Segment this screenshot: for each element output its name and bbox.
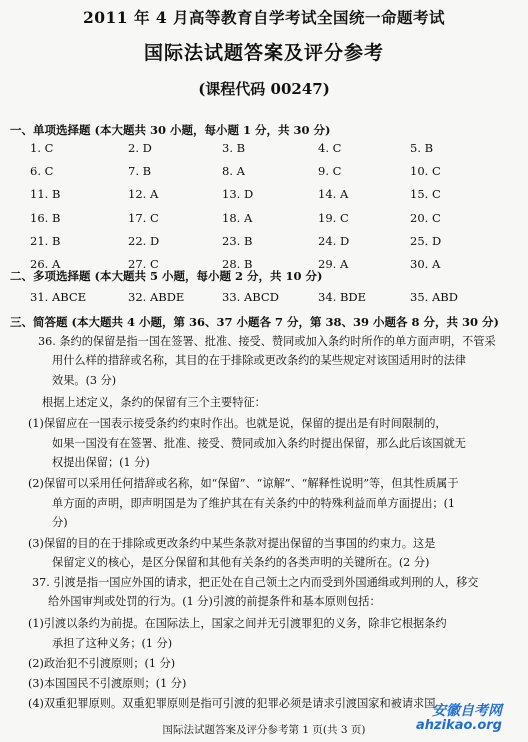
answer-item: 22. D (128, 233, 160, 248)
answer-item: 26. A (30, 256, 61, 271)
answer-text-line: 权提出保留；(1 分) (52, 456, 150, 469)
answer-item: 33. ABCD (222, 290, 279, 304)
answer-item: 23. B (222, 233, 253, 248)
answer-item: 21. B (30, 233, 61, 248)
exam-title: 2011 年 4 月高等教育自学考试全国统一命题考试 (82, 8, 446, 27)
answer-text-line: (4)双重犯罪原则。双重犯罪原则是指可引渡的犯罪必须是请求引渡国家和被请求国 (28, 697, 436, 710)
answer-text-line: 如果一国没有在签署、批准、接受、赞同或加入条约时提出保留，那么此后该国就无 (52, 437, 466, 450)
answer-text-line: (3)本国国民不引渡原则；(1 分) (28, 677, 187, 690)
section3-heading: 三、简答题 (本大题共 4 小题，第 36、37 小题各 7 分，第 38、39 小题各 8 分，共 30 分) (10, 315, 499, 329)
answer-row (0, 187, 528, 210)
answer-text-line: 效果。(3 分) (52, 374, 117, 387)
answer-item: 17. C (128, 210, 159, 225)
answer-item: 13. D (222, 187, 254, 202)
answer-item: 11. B (30, 187, 61, 202)
answer-text-line: (3)保留的目的在于排除或更改条约中某些条款对提出保留的当事国的约束力。这是 (28, 537, 436, 550)
multiple-choice-answers (0, 290, 528, 313)
answer-item: 29. A (318, 256, 349, 271)
answer-item: 25. D (410, 233, 442, 248)
answer-row (0, 211, 528, 234)
answer-text-line: (1)保留应在一国表示接受条约约束时作出。也就是说，保留的提出是有时间限制的， (28, 417, 447, 430)
answer-item: 19. C (318, 210, 349, 225)
answer-item: 14. A (318, 187, 349, 202)
answer-item: 5. B (410, 141, 434, 155)
answer-text-line: 根据上述定义，条约的保留有三个主要特征： (42, 396, 266, 409)
answer-item: 12. A (128, 187, 159, 202)
answer-item: 30. A (410, 256, 441, 271)
answer-row (0, 141, 528, 164)
answer-text-line: 单方面的声明，即声明国是为了维护其在有关条约中的特殊利益而单方面提出；(1 (52, 497, 456, 510)
answer-row (0, 234, 528, 257)
answer-item: 2. D (128, 141, 152, 155)
answer-row (0, 164, 528, 187)
answer-text-line: 36. 条约的保留是指一国在签署、批准、接受、赞同或加入条约时所作的单方面声明，不管采 (38, 335, 496, 348)
document-title: 国际法试题答案及评分参考 (143, 42, 384, 64)
answer-text-line: (2)政治犯不引渡原则；(1 分) (28, 657, 176, 670)
answer-text-line: 给外国审判或处罚的行为。(1 分)引渡的前提条件和基本原则包括： (48, 595, 381, 608)
answer-item: 6. C (30, 164, 54, 179)
answer-row (0, 290, 528, 313)
single-choice-answers (0, 141, 528, 280)
answer-text-line: 分) (52, 516, 68, 529)
answer-item: 28. B (222, 256, 253, 271)
section1-heading: 一、单项选择题 (本大题共 30 小题，每小题 1 分，共 30 分) (10, 123, 331, 137)
watermark-logo-text: 安徽自考网 (432, 703, 502, 719)
answer-text-line: (1)引渡以条约为前提。在国际法上，国家之间并无引渡罪犯的义务，除非它根据条约 (28, 617, 447, 630)
answer-item: 4. C (318, 141, 342, 155)
answer-item: 7. B (128, 164, 152, 179)
answer-item: 3. B (222, 141, 246, 155)
answer-text-line: 用什么样的措辞或名称，其目的在于排除或更改条约的某些规定对该国适用时的法律 (52, 354, 466, 367)
answer-item: 10. C (410, 164, 441, 179)
answer-item: 9. C (318, 164, 342, 179)
watermark-url: ahzikao.org (416, 718, 502, 733)
answer-item: 31. ABCE (30, 290, 87, 304)
answer-item: 34. BDE (318, 290, 367, 304)
answer-item: 1. C (30, 141, 54, 155)
answer-text-line: 承担了这种义务；(1 分) (52, 637, 173, 650)
answer-item: 27. C (128, 256, 159, 271)
answer-text-line: 保留定义的核心，是区分保留和其他有关条约的各类声明的关键所在。(2 分) (52, 556, 430, 569)
answer-item: 20. C (410, 210, 441, 225)
answer-item: 32. ABDE (128, 290, 185, 304)
answer-item: 24. D (318, 233, 350, 248)
answer-text-line: 37. 引渡是指一国应外国的请求，把正处在自己领土之内而受到外国通缉或判刑的人，移交 (32, 576, 479, 589)
course-code: (课程代码 00247) (198, 80, 330, 98)
answer-text-line: (2)保留可以采用任何措辞或名称，如“保留”、“谅解”、“解释性说明”等，但其性质属于 (28, 477, 459, 490)
answer-item: 8. A (222, 164, 245, 179)
answer-item: 18. A (222, 210, 253, 225)
answer-item: 16. B (30, 210, 61, 225)
section2-heading: 二、多项选择题 (本大题共 5 小题，每小题 2 分，共 10 分) (10, 269, 323, 283)
answer-item: 15. C (410, 187, 441, 202)
page-footer: 国际法试题答案及评分参考第 1 页(共 3 页) (162, 724, 366, 736)
answer-item: 35. ABD (410, 290, 458, 304)
